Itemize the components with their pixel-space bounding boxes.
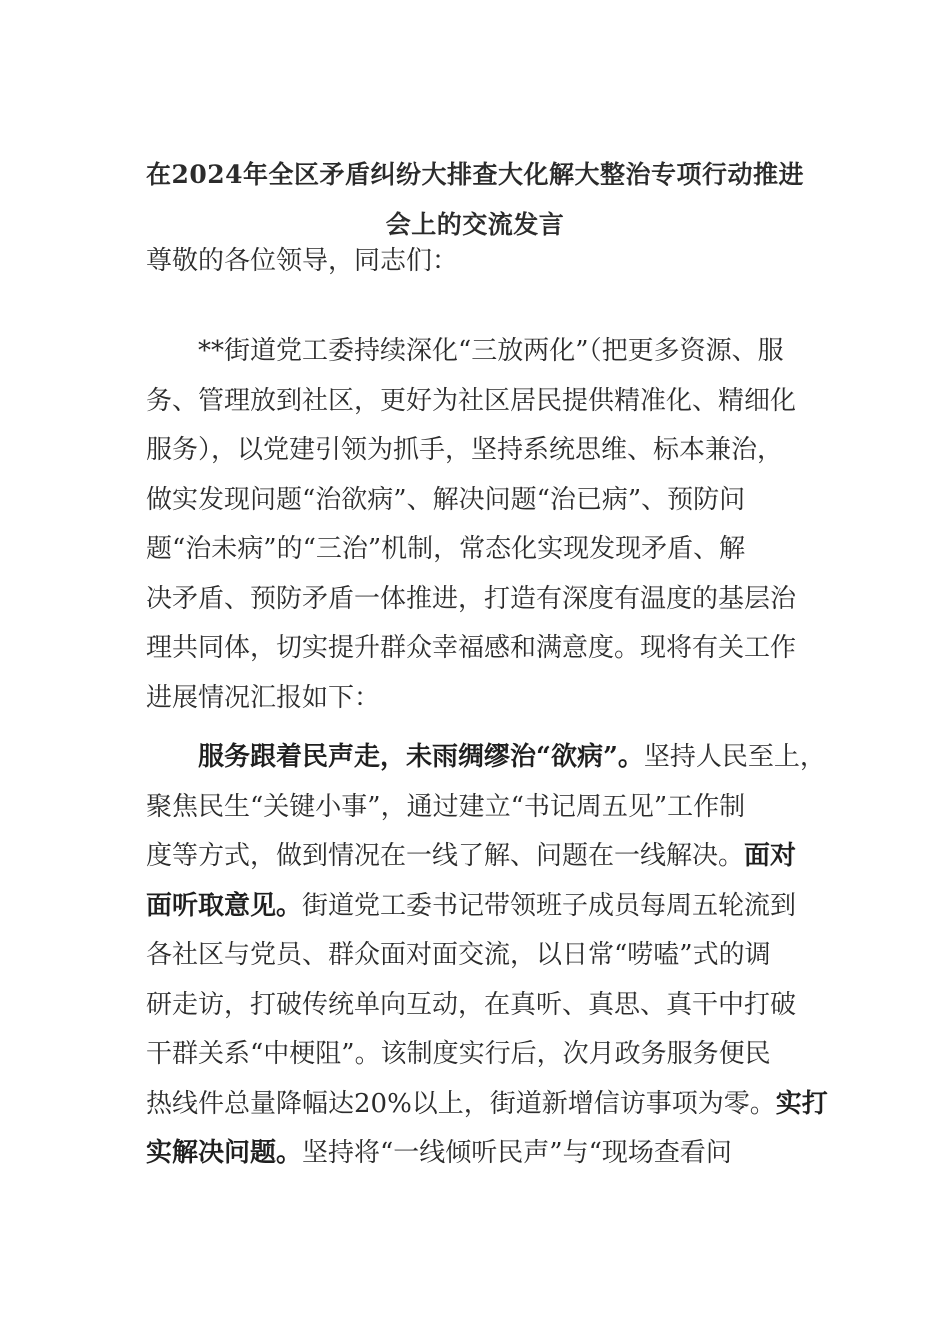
paragraph-line: 聚焦民生“关键小事”，通过建立“书记周五见”工作制 bbox=[146, 791, 746, 822]
paragraph-line: 务、管理放到社区，更好为社区居民提供精准化、精细化 bbox=[146, 385, 797, 416]
subheading-inline: 面听取意见。 bbox=[146, 890, 303, 921]
greeting: 尊敬的各位领导，同志们： bbox=[146, 246, 459, 276]
inline-text: 坚持人民至上， bbox=[643, 742, 826, 772]
paragraph-line: 理共同体，切实提升群众幸福感和满意度。现将有关工作 bbox=[146, 633, 797, 663]
paragraph-line bbox=[146, 1080, 828, 1130]
document-title bbox=[100, 150, 850, 250]
paragraph-line bbox=[146, 1129, 806, 1179]
paragraph-line: 决矛盾、预防矛盾一体推进，打造有深度有温度的基层治 bbox=[146, 583, 797, 614]
paragraph-line: 做实发现问题“治欲病”、解决问题“治已病”、预防问 bbox=[146, 484, 746, 515]
paragraph-line: 题“治未病”的“三治”机制，常态化实现发现矛盾、解 bbox=[146, 534, 746, 564]
paragraph-line: 各社区与党员、群众面对面交流，以日常“唠嗑”式的调 bbox=[146, 940, 771, 970]
paragraph-line bbox=[146, 882, 806, 932]
subheading-inline: 实打 bbox=[775, 1088, 828, 1119]
subheading-inline: 面对 bbox=[744, 841, 797, 871]
title-line-2: 会上的交流发言 bbox=[385, 210, 565, 239]
paragraph-line bbox=[146, 733, 826, 783]
paragraph-line: 研走访，打破传统单向互动，在真听、真思、真干中打破 bbox=[146, 989, 797, 1020]
paragraph-line bbox=[146, 832, 806, 882]
inline-text: 度等方式，做到情况在一线了解、问题在一线解决。 bbox=[146, 841, 745, 871]
paragraph-line: 服务），以党建引领为抓手，坚持系统思维、标本兼治， bbox=[146, 435, 784, 465]
paragraph-line: 干群关系“中梗阻”。该制度实行后，次月政务服务便民 bbox=[146, 1039, 771, 1069]
paragraph-intro bbox=[146, 327, 806, 723]
paragraph-line: **街道党工委持续深化“三放两化”（把更多资源、服 bbox=[198, 336, 784, 366]
paragraph-service bbox=[146, 733, 828, 1179]
inline-text: 街道党工委书记带领班子成员每周五轮流到 bbox=[302, 890, 797, 921]
title-line-1: 在2024年全区矛盾纠纷大排查大化解大整治专项行动推进 bbox=[145, 160, 805, 189]
paragraph-line: 进展情况汇报如下： bbox=[146, 682, 381, 713]
inline-text: 坚持将“一线倾听民声”与“现场查看问 bbox=[302, 1138, 732, 1168]
subheading-inline: 实解决问题。 bbox=[146, 1138, 303, 1168]
section-heading: 服务跟着民声走，未雨绸缪治“欲病”。 bbox=[198, 742, 644, 772]
inline-text: 热线件总量降幅达20%以上，街道新增信访事项为零。 bbox=[146, 1088, 776, 1119]
